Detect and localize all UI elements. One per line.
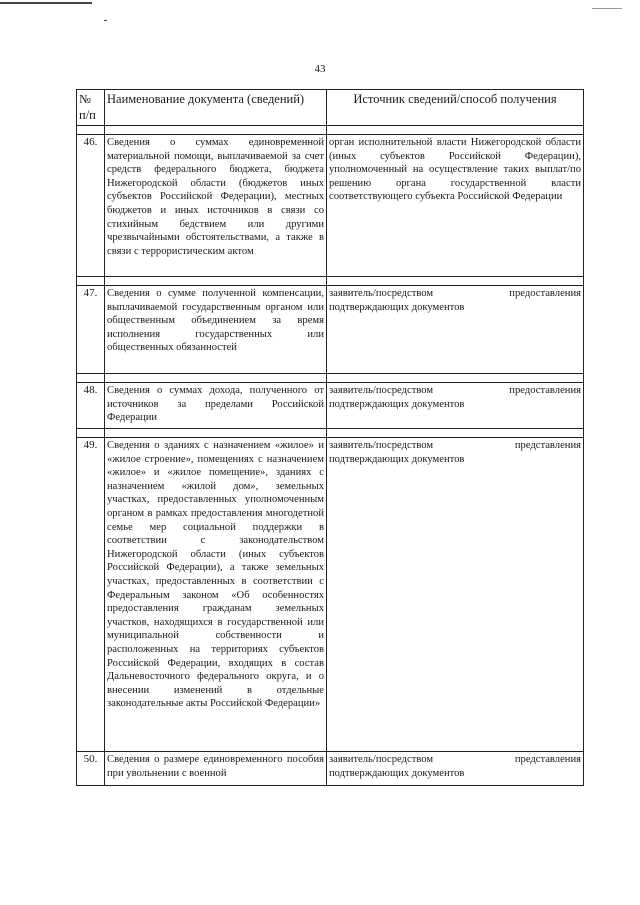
row-gap: [77, 429, 584, 438]
header-name: Наименование документа (сведений): [105, 90, 327, 126]
row-source: заявитель/посредством предоставления подтверждающих документов: [327, 286, 584, 374]
row-num: 46.: [77, 135, 105, 277]
row-document-name: Сведения о суммах дохода, полученного от источников за пределами Российской Федерации: [105, 383, 327, 429]
row-num: 49.: [77, 438, 105, 752]
table-row: [77, 752, 584, 786]
scan-mark-small-dash: [104, 20, 107, 21]
row-gap: [77, 126, 584, 135]
table-row: [77, 438, 584, 752]
row-num: 48.: [77, 383, 105, 429]
scan-mark-top-right: [592, 8, 622, 9]
row-source: заявитель/посредством предоставления подтверждающих документов: [327, 383, 584, 429]
table-row: [77, 135, 584, 277]
page-number: 43: [314, 63, 326, 75]
row-num: 47.: [77, 286, 105, 374]
row-source: заявитель/посредством представления подтверждающих документов: [327, 752, 584, 786]
row-source: орган исполнительной власти Нижегородской области (иных субъектов Российской Федерации), уполномоченный на осуществление таких выплат/по решению органа государственной власти соответствующего субъекта Российской Федерации: [327, 135, 584, 277]
row-source: заявитель/посредством представления подтверждающих документов: [327, 438, 584, 752]
header-source: Источник сведений/способ получения: [327, 90, 584, 126]
row-gap: [77, 277, 584, 286]
table-row: [77, 383, 584, 429]
row-gap: [77, 374, 584, 383]
header-num: № п/п: [77, 90, 105, 126]
table-header-row: [77, 90, 584, 126]
row-document-name: Сведения о размере единовременного пособия при увольнении с военной: [105, 752, 327, 786]
row-document-name: Сведения о зданиях с назначением «жилое» и «жилое строение», помещениях с назначением «жилое» и «жилое помещение», зданиях с назначением «жилой дом», земельных участках, предоставленных уполномоченным органом в рамках предоставления многодетной семье мер социальной поддержки в соответствии с законодательством Нижегородской области (иных субъектов Российской Федерации), а также земельных участках, предоставленных в соответствии с Федеральным законом «Об особенностях предоставления гражданам земельных участков, находящихся в государственной или муниципальной собственности и расположенных на территориях субъектов Российской Федерации, входящих в состав Дальневосточного федерального округа, и о внесении изменений в отдельные законодательные акты Российской Федерации»: [105, 438, 327, 752]
row-num: 50.: [77, 752, 105, 786]
row-document-name: Сведения о сумме полученной компенсации, выплачиваемой государственным органом или общественным объединением за время исполнения государственных или общественных обязанностей: [105, 286, 327, 374]
row-document-name: Сведения о суммах единовременной материальной помощи, выплачиваемой за счет средств федерального бюджета, бюджета Нижегородской области (бюджетов иных субъектов Российской Федерации), местных бюджетов и иных источников в связи со стихийным бедствием или другими чрезвычайными обстоятельствами, а также в связи с террористическим актом: [105, 135, 327, 277]
scan-mark-top-left: [0, 2, 92, 4]
table-row: [77, 286, 584, 374]
documents-table: [76, 89, 584, 786]
